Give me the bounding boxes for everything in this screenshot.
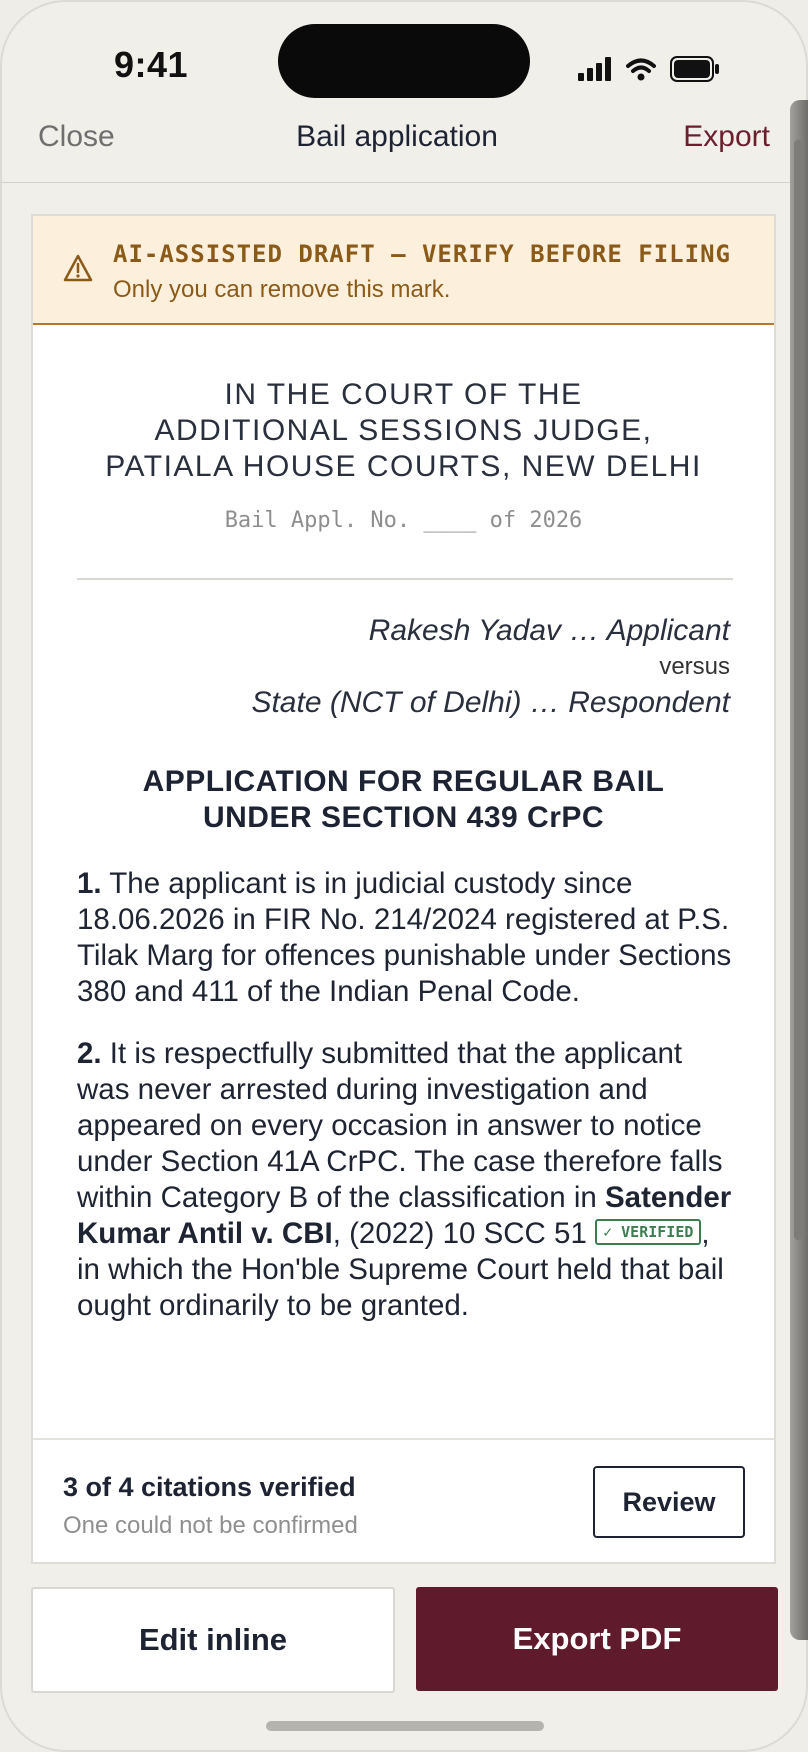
applicant-line: Rakesh Yadav … Applicant xyxy=(368,614,730,647)
versus-label: versus xyxy=(659,653,730,680)
paragraph-number: 1. xyxy=(77,867,102,900)
court-heading xyxy=(33,377,774,485)
export-button[interactable]: Export xyxy=(683,120,770,153)
court-line: PATIALA HOUSE COURTS, NEW DELHI xyxy=(105,450,702,483)
export-pdf-button[interactable]: Export PDF xyxy=(416,1587,778,1691)
dynamic-island xyxy=(278,24,530,98)
status-time: 9:41 xyxy=(114,44,189,85)
banner-subtitle: Only you can remove this mark. xyxy=(113,276,451,303)
case-name: Satender Kumar Antil v. CBI xyxy=(77,1181,732,1250)
parties-block xyxy=(251,613,730,721)
paragraph-number: 2. xyxy=(77,1037,102,1070)
application-number: Bail Appl. No. ____ of 2026 xyxy=(224,508,583,533)
home-indicator[interactable] xyxy=(266,1721,544,1731)
document-preview[interactable] xyxy=(31,214,776,1564)
page-title: Bail application xyxy=(296,120,498,153)
paragraph-2 xyxy=(77,1036,737,1324)
battery-icon xyxy=(670,56,720,82)
nav-bar xyxy=(0,100,790,183)
wifi-icon xyxy=(626,57,656,81)
title-line: APPLICATION FOR REGULAR BAIL xyxy=(142,765,665,798)
divider xyxy=(77,578,733,580)
banner-title: AI-ASSISTED DRAFT — VERIFY BEFORE FILING xyxy=(113,240,731,268)
paragraph-1 xyxy=(77,866,737,1010)
warning-triangle-icon xyxy=(63,254,93,282)
body-paragraphs xyxy=(77,866,737,1350)
close-button[interactable]: Close xyxy=(38,120,115,153)
signal-icon xyxy=(578,57,612,81)
ai-draft-banner xyxy=(33,216,774,325)
paragraph-text: It is respectfully submitted that the applicant was never arrested during investigation and appeared on every occasion in answer to notice under Section 41A CrPC. The case therefore falls within Category B of the classification in xyxy=(77,1037,723,1214)
citation-summary xyxy=(33,1438,774,1564)
review-button[interactable]: Review xyxy=(593,1466,745,1538)
status-icons xyxy=(578,54,720,84)
paragraph-text: , in which the Hon'ble Supreme Court held that bail ought ordinarily to be granted. xyxy=(77,1217,724,1322)
verified-badge[interactable]: ✓ VERIFIED xyxy=(595,1219,701,1245)
title-line: UNDER SECTION 439 CrPC xyxy=(202,801,605,834)
paragraph-text: The applicant is in judicial custody since 18.06.2026 in FIR No. 214/2024 registered at P.S. Tilak Marg for offences punishable under Sections 380 and 411 of the Indian Penal Code. xyxy=(77,867,732,1008)
citation-text: , (2022) 10 SCC 51 xyxy=(332,1217,596,1250)
court-line: IN THE COURT OF THE xyxy=(224,378,583,411)
edit-inline-button[interactable]: Edit inline xyxy=(31,1587,395,1693)
scrollbar[interactable] xyxy=(794,140,802,1240)
court-line: ADDITIONAL SESSIONS JUDGE, xyxy=(154,414,653,447)
application-title xyxy=(33,764,774,836)
citation-count: 3 of 4 citations verified xyxy=(63,1472,356,1502)
respondent-line: State (NCT of Delhi) … Respondent xyxy=(251,686,730,719)
citation-note: One could not be confirmed xyxy=(63,1512,358,1539)
